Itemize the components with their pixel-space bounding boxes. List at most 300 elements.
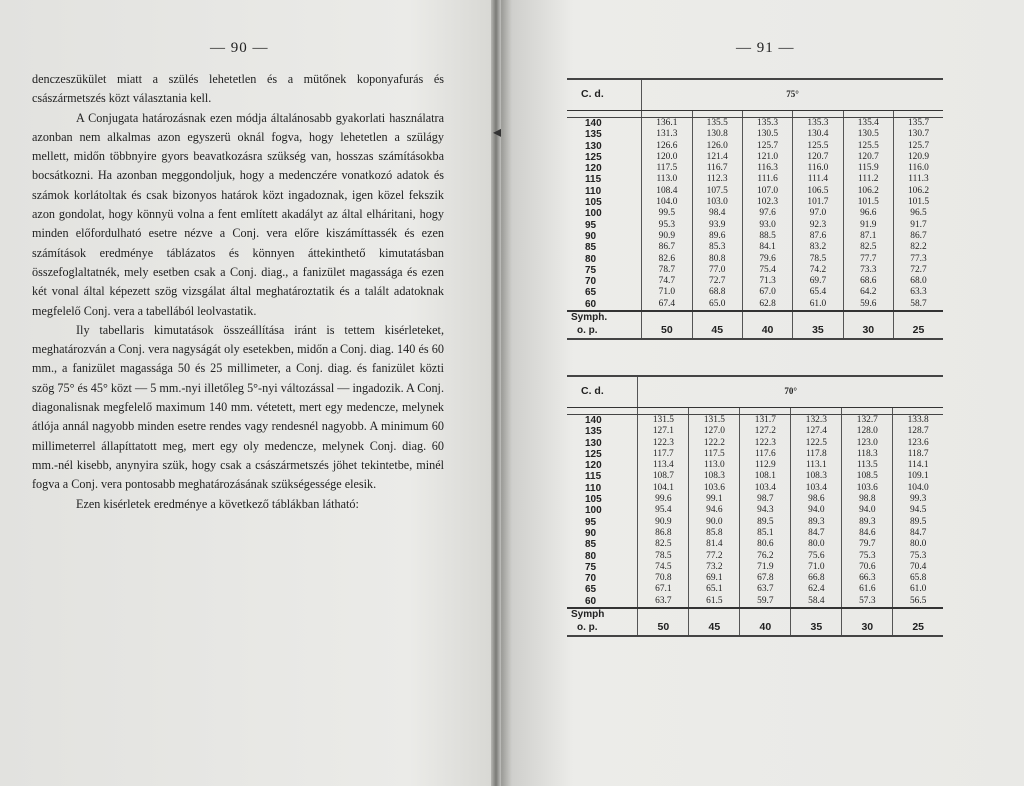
table-cell: 125.5 — [793, 141, 843, 152]
table-row — [567, 528, 943, 539]
table-cell: 66.8 — [791, 573, 842, 584]
table-cell: 82.6 — [642, 254, 692, 265]
table-cell: 74.2 — [793, 265, 843, 276]
table-cell: 58.7 — [893, 299, 943, 311]
table-cell: 62.8 — [742, 299, 792, 311]
footer-value: 50 — [642, 324, 692, 338]
row-label: 120 — [585, 163, 602, 175]
table-row — [567, 186, 943, 197]
footer-value: 40 — [740, 621, 791, 635]
table-row — [567, 505, 943, 516]
table-cell: 98.8 — [842, 494, 893, 505]
table-cell: 104.0 — [893, 483, 943, 494]
row-label: 65 — [585, 584, 597, 596]
table-row — [567, 438, 943, 449]
table-cell: 67.8 — [740, 573, 791, 584]
table-cell: 101.5 — [843, 197, 893, 208]
table-cell: 77.0 — [692, 265, 742, 276]
table-cell: 122.5 — [791, 438, 842, 449]
table-cell: 63.3 — [893, 287, 943, 298]
table-cell: 113.4 — [638, 460, 689, 471]
table-cell: 126.0 — [692, 141, 742, 152]
table-cell: 127.0 — [689, 426, 740, 437]
table-cell: 69.7 — [793, 276, 843, 287]
table-cell: 76.2 — [740, 551, 791, 562]
table-cell: 93.0 — [742, 220, 792, 231]
table-row — [567, 287, 943, 298]
table-cell: 58.4 — [791, 596, 842, 608]
table-cell: 106.2 — [893, 186, 943, 197]
row-label: 85 — [585, 539, 597, 551]
table-cell: 98.4 — [692, 208, 742, 219]
table-cell: 68.8 — [692, 287, 742, 298]
table-cell: 113.0 — [642, 174, 692, 185]
row-label: 90 — [585, 527, 597, 539]
table-cell: 127.4 — [791, 426, 842, 437]
table-cell: 127.2 — [740, 426, 791, 437]
footer-value: 45 — [692, 324, 742, 338]
table-cell: 122.3 — [740, 438, 791, 449]
table-cell: 72.7 — [893, 265, 943, 276]
table-cell: 85.3 — [692, 242, 742, 253]
table-cell: 65.8 — [893, 573, 943, 584]
table-cell: 125.7 — [742, 141, 792, 152]
table-cell: 102.3 — [742, 197, 792, 208]
table-cell: 86.7 — [642, 242, 692, 253]
table-cell: 73.3 — [843, 265, 893, 276]
table-cell: 128.0 — [842, 426, 893, 437]
table-cell: 75.6 — [791, 551, 842, 562]
table-cell: 73.2 — [689, 562, 740, 573]
table-row — [567, 242, 943, 253]
row-label: 105 — [585, 197, 602, 209]
table-row — [567, 494, 943, 505]
table-cell: 130.8 — [692, 129, 742, 140]
table-cell: 117.6 — [740, 449, 791, 460]
table-cell: 83.2 — [793, 242, 843, 253]
row-label: 130 — [585, 140, 602, 152]
table-cell: 74.5 — [638, 562, 689, 573]
table-cell: 103.0 — [692, 197, 742, 208]
table-cell: 92.3 — [793, 220, 843, 231]
table-cell: 117.5 — [642, 163, 692, 174]
table-cell: 71.9 — [740, 562, 791, 573]
table-cell: 94.0 — [842, 505, 893, 516]
row-label: 110 — [585, 185, 602, 197]
table-cell: 77.7 — [843, 254, 893, 265]
table-cell: 78.7 — [642, 265, 692, 276]
table-cell: 86.8 — [638, 528, 689, 539]
table-row — [567, 231, 943, 242]
table-row — [567, 152, 943, 163]
footer-row-symph — [567, 311, 943, 324]
table-cell: 94.0 — [791, 505, 842, 516]
footer-value: 25 — [893, 621, 943, 635]
table-cell: 113.0 — [689, 460, 740, 471]
table-cell: 121.0 — [742, 152, 792, 163]
table-cell: 120.7 — [843, 152, 893, 163]
table-cell: 71.3 — [742, 276, 792, 287]
table-cell: 74.7 — [642, 276, 692, 287]
table-cell: 131.5 — [689, 415, 740, 427]
row-label: 70 — [585, 276, 597, 288]
table-cell: 97.0 — [793, 208, 843, 219]
table-cell: 84.7 — [791, 528, 842, 539]
left-page-text — [32, 70, 444, 514]
table-cell: 89.3 — [791, 517, 842, 528]
table-cell: 116.7 — [692, 163, 742, 174]
table-cell: 99.6 — [638, 494, 689, 505]
table-cell: 70.6 — [842, 562, 893, 573]
table-cell: 103.6 — [689, 483, 740, 494]
table-frame-70 — [567, 375, 943, 637]
table-row — [567, 551, 943, 562]
table-cell: 94.3 — [740, 505, 791, 516]
row-label: 95 — [585, 219, 597, 231]
table-cell: 90.9 — [642, 231, 692, 242]
table-cell: 120.0 — [642, 152, 692, 163]
table-cell: 103.4 — [791, 483, 842, 494]
table-cell: 101.7 — [793, 197, 843, 208]
table-cell: 82.5 — [843, 242, 893, 253]
table-cell: 131.5 — [638, 415, 689, 427]
paragraph: denczeszükület miatt a szülés lehetetlen és a mütőnek koponyafurás és császármetszés közt választania kell. — [32, 72, 444, 106]
table-cell: 78.5 — [638, 551, 689, 562]
table-cell: 82.5 — [638, 539, 689, 550]
table-cell: 135.4 — [843, 118, 893, 130]
table-row — [567, 254, 943, 265]
paragraph: Ily tabellaris kimutatások összeállítása iránt is tettem kisérleteket, meghatározván a Conj. vera nagyságát oly esetekben, midőn a Conj. diag. 140 és 60 mm., a fanizület magassága 50 és 25 millimeter, a Conj. diag. és fanizület közti szög 75° és 45° közt — 5 mm.-nyi illetőleg 5°-nyi változással — ingadozik. A Conj. diagonalisnak megfelelő maximum 140 mm. vétetett, mert egy medencze, melynek átlója annál nagyobb minden esetre rendes vagy rendesnél nagyobb. A minimum 60 millimeterrel állapíttatott meg, mert egy oly medencze, melynek Conj. diag. 60 mm.-nél kisebb, anynyira szük, hogy csak a császármetszés jöhet tekintetbe, minél fogva a Conj. vera pontosabb meghatározásának szükségessége elesik. — [32, 322, 444, 492]
table-cell: 95.4 — [638, 505, 689, 516]
table-cell: 84.1 — [742, 242, 792, 253]
table-cell: 107.0 — [742, 186, 792, 197]
table-cell: 117.7 — [638, 449, 689, 460]
table-cell: 122.3 — [638, 438, 689, 449]
row-label: 105 — [585, 494, 602, 506]
row-label: 115 — [585, 174, 602, 186]
table-cell: 80.0 — [791, 539, 842, 550]
table-cell: 89.5 — [893, 517, 943, 528]
row-label: 60 — [585, 298, 597, 310]
table-row — [567, 265, 943, 276]
table-cell: 77.3 — [893, 254, 943, 265]
table-row — [567, 539, 943, 550]
table-cell: 131.7 — [740, 415, 791, 427]
table-cell: 88.5 — [742, 231, 792, 242]
table-cell: 103.6 — [842, 483, 893, 494]
table-cell: 135.3 — [742, 118, 792, 130]
table-cell: 57.3 — [842, 596, 893, 608]
footer-row-op — [567, 621, 943, 635]
row-label: 85 — [585, 242, 597, 254]
table-cell: 131.3 — [642, 129, 692, 140]
table-cell: 85.1 — [740, 528, 791, 539]
table-cell: 135.3 — [793, 118, 843, 130]
table-cell: 80.8 — [692, 254, 742, 265]
table-cell: 59.6 — [843, 299, 893, 311]
table-row — [567, 517, 943, 528]
table-row — [567, 415, 943, 427]
table-cell: 75.3 — [842, 551, 893, 562]
table-cell: 68.6 — [843, 276, 893, 287]
table-row — [567, 483, 943, 494]
table-cell: 117.8 — [791, 449, 842, 460]
table-cell: 80.0 — [893, 539, 943, 550]
table-cell: 61.6 — [842, 584, 893, 595]
table-cell: 118.3 — [842, 449, 893, 460]
table-cell: 59.7 — [740, 596, 791, 608]
row-label: 75 — [585, 561, 597, 573]
table-frame-75 — [567, 78, 943, 340]
table-cell: 111.3 — [893, 174, 943, 185]
table-cell: 67.4 — [642, 299, 692, 311]
table-cell: 91.9 — [843, 220, 893, 231]
table-cell: 130.5 — [843, 129, 893, 140]
angle-label: 70° — [638, 377, 943, 408]
table-cell: 72.7 — [692, 276, 742, 287]
table-cell: 65.4 — [793, 287, 843, 298]
table-cell: 90.9 — [638, 517, 689, 528]
row-label: 80 — [585, 550, 597, 562]
table-cell: 108.5 — [842, 471, 893, 482]
table-cell: 86.7 — [893, 231, 943, 242]
table-row — [567, 118, 943, 130]
table-cell: 69.1 — [689, 573, 740, 584]
table-cell: 89.5 — [740, 517, 791, 528]
table-cell: 116.0 — [793, 163, 843, 174]
footer-value: 30 — [842, 621, 893, 635]
table-cell: 112.9 — [740, 460, 791, 471]
footer-value: 25 — [893, 324, 943, 338]
row-label: 120 — [585, 460, 602, 472]
table-cell: 61.0 — [793, 299, 843, 311]
table-cell: 91.7 — [893, 220, 943, 231]
footer-value: 30 — [843, 324, 893, 338]
table-cell: 89.6 — [692, 231, 742, 242]
row-label: 135 — [585, 129, 602, 141]
table-row — [567, 220, 943, 231]
table-cell: 114.1 — [893, 460, 943, 471]
table-header-row — [567, 80, 943, 111]
table-cell: 136.1 — [642, 118, 692, 130]
row-label: 135 — [585, 426, 602, 438]
table-cell: 106.5 — [793, 186, 843, 197]
table-cell: 132.7 — [842, 415, 893, 427]
row-label: 70 — [585, 573, 597, 585]
table-cell: 66.3 — [842, 573, 893, 584]
table-cell: 135.7 — [893, 118, 943, 130]
footer-value: 45 — [689, 621, 740, 635]
table-cell: 67.1 — [638, 584, 689, 595]
row-label: 75 — [585, 264, 597, 276]
table-cell: 125.5 — [843, 141, 893, 152]
footer-label: Symph — [567, 608, 638, 621]
table-cell: 120.7 — [793, 152, 843, 163]
table-row — [567, 163, 943, 174]
table-cell: 112.3 — [692, 174, 742, 185]
table-cell: 103.4 — [740, 483, 791, 494]
table-cell: 81.4 — [689, 539, 740, 550]
table-cell: 99.5 — [642, 208, 692, 219]
angle-label: 75° — [642, 80, 943, 111]
table-cell: 104.1 — [638, 483, 689, 494]
table-row — [567, 141, 943, 152]
row-label: 100 — [585, 208, 602, 220]
table-gap-row — [567, 408, 943, 415]
table-cell: 130.7 — [893, 129, 943, 140]
table-cell: 116.0 — [893, 163, 943, 174]
table-cell: 104.0 — [642, 197, 692, 208]
table-cell: 87.1 — [843, 231, 893, 242]
row-label: 65 — [585, 287, 597, 299]
table-cell: 108.4 — [642, 186, 692, 197]
table-row — [567, 426, 943, 437]
table-cell: 61.0 — [893, 584, 943, 595]
table-cell: 96.6 — [843, 208, 893, 219]
table-row — [567, 197, 943, 208]
row-label: 130 — [585, 437, 602, 449]
table-cell: 123.0 — [842, 438, 893, 449]
table-cell: 87.6 — [793, 231, 843, 242]
table-cell: 63.7 — [740, 584, 791, 595]
footer-value: 40 — [742, 324, 792, 338]
paragraph: Ezen kisérletek eredménye a következő táblákban látható: — [76, 496, 359, 511]
table-row — [567, 174, 943, 185]
table-cell: 85.8 — [689, 528, 740, 539]
table-cell: 118.7 — [893, 449, 943, 460]
row-label: 100 — [585, 505, 602, 517]
table-cell: 75.3 — [893, 551, 943, 562]
table-row — [567, 449, 943, 460]
table-cell: 117.5 — [689, 449, 740, 460]
table-cell: 99.1 — [689, 494, 740, 505]
row-label: 110 — [585, 482, 602, 494]
table-row — [567, 129, 943, 140]
row-label: 80 — [585, 253, 597, 265]
table-cell: 70.4 — [893, 562, 943, 573]
table-cell: 94.5 — [893, 505, 943, 516]
table-cell: 98.7 — [740, 494, 791, 505]
table-cell: 56.5 — [893, 596, 943, 608]
footer-row-op — [567, 324, 943, 338]
table-cell: 132.3 — [791, 415, 842, 427]
table-cell: 67.0 — [742, 287, 792, 298]
table-cell: 116.3 — [742, 163, 792, 174]
table-cell: 108.3 — [791, 471, 842, 482]
table-cell: 77.2 — [689, 551, 740, 562]
table-cell: 79.7 — [842, 539, 893, 550]
footer-value: 50 — [638, 621, 689, 635]
table-cell: 109.1 — [893, 471, 943, 482]
table-cell: 82.2 — [893, 242, 943, 253]
table-cell: 62.4 — [791, 584, 842, 595]
table-cell: 84.7 — [893, 528, 943, 539]
row-label: 115 — [585, 471, 602, 483]
row-label: 95 — [585, 516, 597, 528]
table-cell: 127.1 — [638, 426, 689, 437]
table-cell: 101.5 — [893, 197, 943, 208]
table-cell: 84.6 — [842, 528, 893, 539]
table-cell: 123.6 — [893, 438, 943, 449]
data-table-75 — [567, 80, 943, 338]
header-label: C. d. — [567, 377, 638, 408]
footer-value: 35 — [793, 324, 843, 338]
table-cell: 96.5 — [893, 208, 943, 219]
row-label: 125 — [585, 448, 602, 460]
table-cell: 90.0 — [689, 517, 740, 528]
table-cell: 113.1 — [791, 460, 842, 471]
footer-value: 35 — [791, 621, 842, 635]
table-cell: 126.6 — [642, 141, 692, 152]
table-cell: 111.6 — [742, 174, 792, 185]
footer-row-symph — [567, 608, 943, 621]
row-label: 60 — [585, 595, 597, 607]
table-cell: 106.2 — [843, 186, 893, 197]
table-cell: 71.0 — [791, 562, 842, 573]
footer-label: o. p. — [577, 325, 598, 337]
table-cell: 97.6 — [742, 208, 792, 219]
table-cell: 107.5 — [692, 186, 742, 197]
table-cell: 89.3 — [842, 517, 893, 528]
table-cell: 108.1 — [740, 471, 791, 482]
table-cell: 63.7 — [638, 596, 689, 608]
table-cell: 130.5 — [742, 129, 792, 140]
page-number-right: — 91 — — [736, 40, 795, 56]
table-cell: 121.4 — [692, 152, 742, 163]
row-label: 140 — [585, 118, 602, 129]
table-cell: 108.7 — [638, 471, 689, 482]
table-row — [567, 596, 943, 608]
table-cell: 98.6 — [791, 494, 842, 505]
table-cell: 135.5 — [692, 118, 742, 130]
table-cell: 94.6 — [689, 505, 740, 516]
table-row — [567, 460, 943, 471]
table-cell: 65.0 — [692, 299, 742, 311]
table-row — [567, 573, 943, 584]
footer-label: o. p. — [577, 622, 598, 634]
table-cell: 99.3 — [893, 494, 943, 505]
table-header-row — [567, 377, 943, 408]
table-cell: 125.7 — [893, 141, 943, 152]
table-cell: 128.7 — [893, 426, 943, 437]
table-row — [567, 471, 943, 482]
table-gap-row — [567, 111, 943, 118]
table-cell: 93.9 — [692, 220, 742, 231]
table-cell: 111.2 — [843, 174, 893, 185]
table-cell: 80.6 — [740, 539, 791, 550]
table-row — [567, 208, 943, 219]
table-cell: 111.4 — [793, 174, 843, 185]
table-cell: 75.4 — [742, 265, 792, 276]
table-cell: 61.5 — [689, 596, 740, 608]
table-row — [567, 299, 943, 311]
row-label: 90 — [585, 230, 597, 242]
paragraph: A Conjugata határozásnak ezen módja általánosabb gyakorlati használatra azonban nem alkalmas azon egyszerü oknál fogva, hogy lehetetlen a szülágy mellett, midőn többnyire gyors beavatkozásra szükség van, hosszas számításokba bocsátkozni. Ha azonban meggondoljuk, hogy a medenczére vonatkozó adatok és számok korlátoltak és csak bizonyos határok közt ingadoznak, igen közel fekszik azon gondolat, hogy könnyü volna a fent említett akadályt az által elháritani, hogy minden előfordulható esetre nézve a Conj. vera előre kiszámíttassék és ezen számítások eredménye táblázatos és könnyen áttekinthető kimutatásban összefoglaltatnék, mely esetben csak a Conj. diag., a fanizület magassága és ezen két vonal által képezett szög vizsgálat által meghatároztatik és a talált adatoknak megfelelő Conj. vera a tabellából leolvastatik. — [32, 110, 444, 318]
table-cell: 130.4 — [793, 129, 843, 140]
table-cell: 68.0 — [893, 276, 943, 287]
table-row — [567, 276, 943, 287]
footer-label: Symph. — [567, 311, 642, 324]
table-cell: 108.3 — [689, 471, 740, 482]
table-cell: 122.2 — [689, 438, 740, 449]
table-cell: 120.9 — [893, 152, 943, 163]
row-label: 125 — [585, 151, 602, 163]
table-cell: 79.6 — [742, 254, 792, 265]
table-cell: 115.9 — [843, 163, 893, 174]
table-cell: 64.2 — [843, 287, 893, 298]
data-table-70 — [567, 377, 943, 635]
table-cell: 95.3 — [642, 220, 692, 231]
